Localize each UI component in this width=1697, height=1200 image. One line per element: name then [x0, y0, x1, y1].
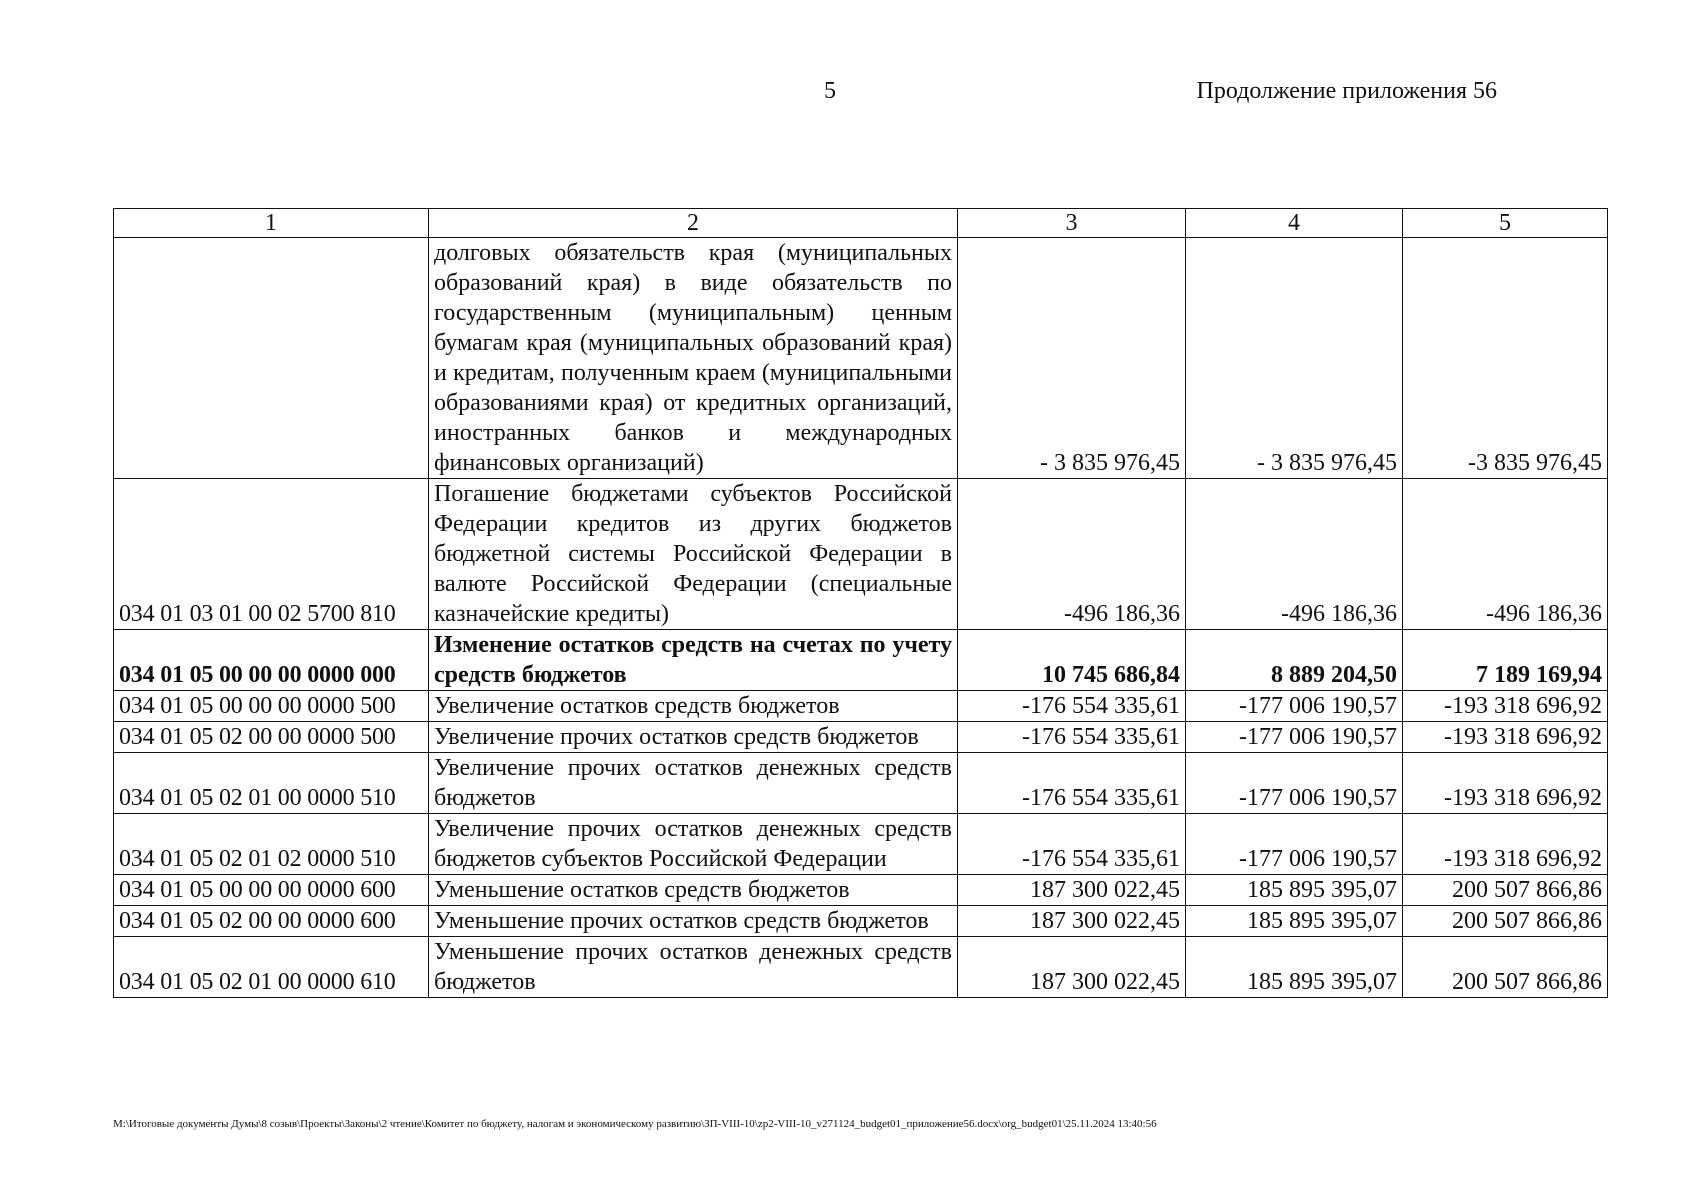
budget-code-cell: 034 01 05 00 00 00 0000 600 — [114, 875, 429, 906]
table-row — [114, 875, 1608, 906]
budget-code-cell: 034 01 05 02 00 00 0000 500 — [114, 722, 429, 753]
description-cell: Изменение остатков средств на счетах по учету средств бюджетов — [429, 630, 958, 691]
budget-code-cell: 034 01 05 02 01 02 0000 510 — [114, 814, 429, 875]
table-row — [114, 814, 1608, 875]
continuation-title: Продолжение приложения 56 — [1196, 78, 1497, 104]
value-col-5-cell: -193 318 696,92 — [1403, 722, 1608, 753]
table-header-row — [114, 209, 1608, 238]
budget-table — [113, 208, 1608, 998]
value-col-4-cell: 185 895 395,07 — [1186, 906, 1403, 937]
value-col-5-cell: -193 318 696,92 — [1403, 814, 1608, 875]
page-number: 5 — [824, 78, 836, 104]
description-cell: Уменьшение остатков средств бюджетов — [429, 875, 958, 906]
value-col-5-cell: 200 507 866,86 — [1403, 906, 1608, 937]
value-col-4-cell: -177 006 190,57 — [1186, 814, 1403, 875]
value-col-3-cell: -176 554 335,61 — [958, 753, 1186, 814]
column-header: 2 — [429, 209, 958, 238]
column-header: 5 — [1403, 209, 1608, 238]
value-col-3-cell: 10 745 686,84 — [958, 630, 1186, 691]
table-row — [114, 691, 1608, 722]
column-header: 3 — [958, 209, 1186, 238]
value-col-4-cell: 8 889 204,50 — [1186, 630, 1403, 691]
table-row — [114, 238, 1608, 479]
table-row — [114, 630, 1608, 691]
value-col-3-cell: -496 186,36 — [958, 479, 1186, 630]
description-cell: Увеличение прочих остатков средств бюджетов — [429, 722, 958, 753]
budget-code-cell: 034 01 05 02 01 00 0000 610 — [114, 937, 429, 998]
description-cell: Увеличение прочих остатков денежных средств бюджетов субъектов Российской Федерации — [429, 814, 958, 875]
value-col-5-cell: 200 507 866,86 — [1403, 875, 1608, 906]
description-cell: Увеличение остатков средств бюджетов — [429, 691, 958, 722]
value-col-5-cell: -193 318 696,92 — [1403, 691, 1608, 722]
budget-code-cell: 034 01 03 01 00 02 5700 810 — [114, 479, 429, 630]
table-row — [114, 753, 1608, 814]
column-header: 1 — [114, 209, 429, 238]
description-cell: Увеличение прочих остатков денежных средств бюджетов — [429, 753, 958, 814]
value-col-3-cell: -176 554 335,61 — [958, 814, 1186, 875]
value-col-3-cell: 187 300 022,45 — [958, 875, 1186, 906]
value-col-3-cell: -176 554 335,61 — [958, 691, 1186, 722]
column-header: 4 — [1186, 209, 1403, 238]
value-col-5-cell: 200 507 866,86 — [1403, 937, 1608, 998]
value-col-5-cell: 7 189 169,94 — [1403, 630, 1608, 691]
budget-code-cell: 034 01 05 00 00 00 0000 000 — [114, 630, 429, 691]
budget-code-cell — [114, 238, 429, 479]
value-col-4-cell: - 3 835 976,45 — [1186, 238, 1403, 479]
value-col-3-cell: 187 300 022,45 — [958, 906, 1186, 937]
value-col-4-cell: -496 186,36 — [1186, 479, 1403, 630]
value-col-4-cell: 185 895 395,07 — [1186, 937, 1403, 998]
description-cell: Уменьшение прочих остатков средств бюджетов — [429, 906, 958, 937]
description-cell: Погашение бюджетами субъектов Российской Федерации кредитов из других бюджетов бюджетной системы Российской Федерации в валюте Российской Федерации (специальные казначейские кредиты) — [429, 479, 958, 630]
file-path-footer: М:\Итоговые документы Думы\8 созыв\Проекты\Законы\2 чтение\Комитет по бюджету, налогам и экономическому развитию\ЗП-VIII-10\zp2-VIII-10_v271124_budget01_приложение56.docx\org_budget01\25.11.2024 13:40:56 — [113, 1118, 1157, 1130]
description-cell: Уменьшение прочих остатков денежных средств бюджетов — [429, 937, 958, 998]
table-row — [114, 722, 1608, 753]
description-cell: долговых обязательств края (муниципальных образований края) в виде обязательств по государственным (муниципальным) ценным бумагам края (муниципальных образований края) и кредитам, полученным краем (муниципальными образованиями края) от кредитных организаций, иностранных банков и международных финансовых организаций) — [429, 238, 958, 479]
table-row — [114, 906, 1608, 937]
value-col-3-cell: - 3 835 976,45 — [958, 238, 1186, 479]
value-col-3-cell: 187 300 022,45 — [958, 937, 1186, 998]
value-col-5-cell: -3 835 976,45 — [1403, 238, 1608, 479]
value-col-4-cell: -177 006 190,57 — [1186, 722, 1403, 753]
budget-code-cell: 034 01 05 02 01 00 0000 510 — [114, 753, 429, 814]
budget-code-cell: 034 01 05 00 00 00 0000 500 — [114, 691, 429, 722]
budget-code-cell: 034 01 05 02 00 00 0000 600 — [114, 906, 429, 937]
value-col-4-cell: -177 006 190,57 — [1186, 753, 1403, 814]
value-col-3-cell: -176 554 335,61 — [958, 722, 1186, 753]
table-row — [114, 479, 1608, 630]
value-col-5-cell: -193 318 696,92 — [1403, 753, 1608, 814]
table-row — [114, 937, 1608, 998]
value-col-5-cell: -496 186,36 — [1403, 479, 1608, 630]
value-col-4-cell: -177 006 190,57 — [1186, 691, 1403, 722]
value-col-4-cell: 185 895 395,07 — [1186, 875, 1403, 906]
